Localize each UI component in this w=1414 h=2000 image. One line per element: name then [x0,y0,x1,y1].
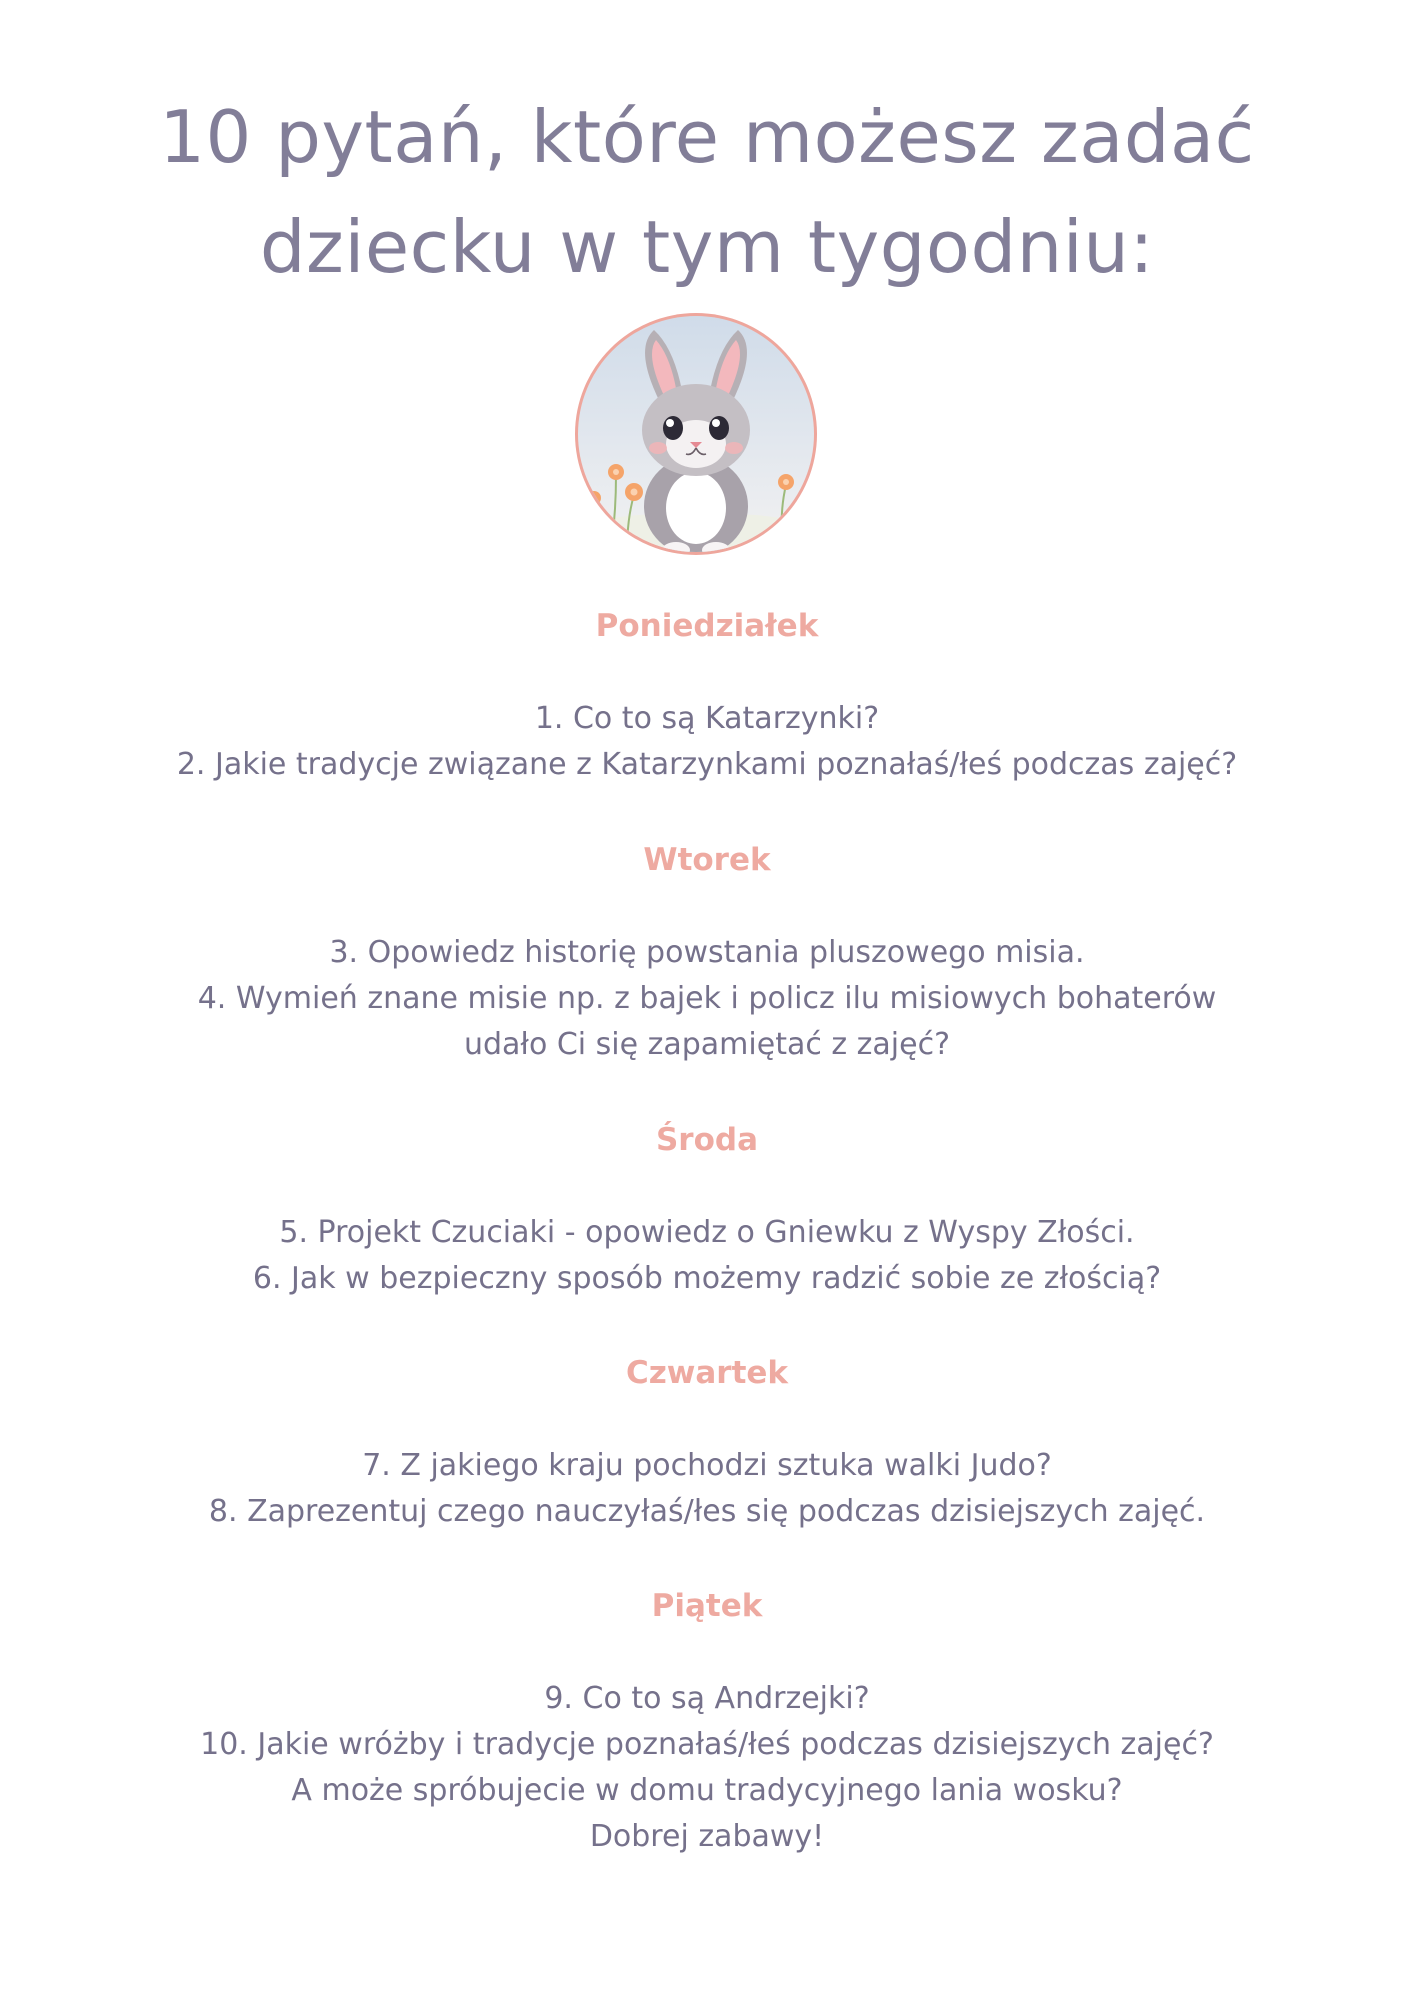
day-heading-friday: Piątek [651,1588,763,1624]
question-8: 8. Zaprezentuj czego nauczyłaś/łes się podczas dzisiejszych zajęć. [208,1494,1206,1529]
questions-monday [0,696,1414,788]
question-10: 10. Jakie wróżby i tradycje poznałaś/łeś podczas dzisiejszych zajęć? [200,1727,1214,1762]
title-line-1: 10 pytań, które możesz zadać [159,95,1255,179]
title-line-2: dziecku w tym tygodniu: [259,205,1155,289]
day-heading-thursday: Czwartek [625,1355,789,1391]
question-9: 9. Co to są Andrzejki? [544,1681,870,1716]
question-2: 2. Jakie tradycje związane z Katarzynkami poznałaś/łeś podczas zajęć? [176,747,1238,782]
question-3: 3. Opowiedz historię powstania pluszowego misia. [329,935,1085,970]
bunny-illustration [572,310,820,558]
question-1: 1. Co to są Katarzynki? [534,701,880,736]
question-4-continued: udało Ci się zapamiętać z zajęć? [463,1027,950,1062]
questions-thursday [0,1443,1414,1535]
questions-wednesday [0,1210,1414,1302]
bunny-icon [572,310,820,558]
day-heading-monday: Poniedziałek [595,608,819,644]
question-4: 4. Wymień znane misie np. z bajek i policz ilu misiowych bohaterów [197,981,1217,1016]
questions-tuesday [0,930,1414,1068]
closing-line: Dobrej zabawy! [589,1819,825,1854]
day-heading-wednesday: Środa [655,1122,759,1158]
question-5: 5. Projekt Czuciaki - opowiedz o Gniewku z Wyspy Złości. [279,1215,1135,1250]
question-10-extra: A może spróbujecie w domu tradycyjnego lania wosku? [291,1773,1123,1808]
question-7: 7. Z jakiego kraju pochodzi sztuka walki Judo? [362,1448,1052,1483]
questions-friday [0,1676,1414,1860]
day-heading-tuesday: Wtorek [643,842,771,878]
question-6: 6. Jak w bezpieczny sposób możemy radzić sobie ze złością? [252,1261,1162,1296]
page-title [0,82,1414,302]
